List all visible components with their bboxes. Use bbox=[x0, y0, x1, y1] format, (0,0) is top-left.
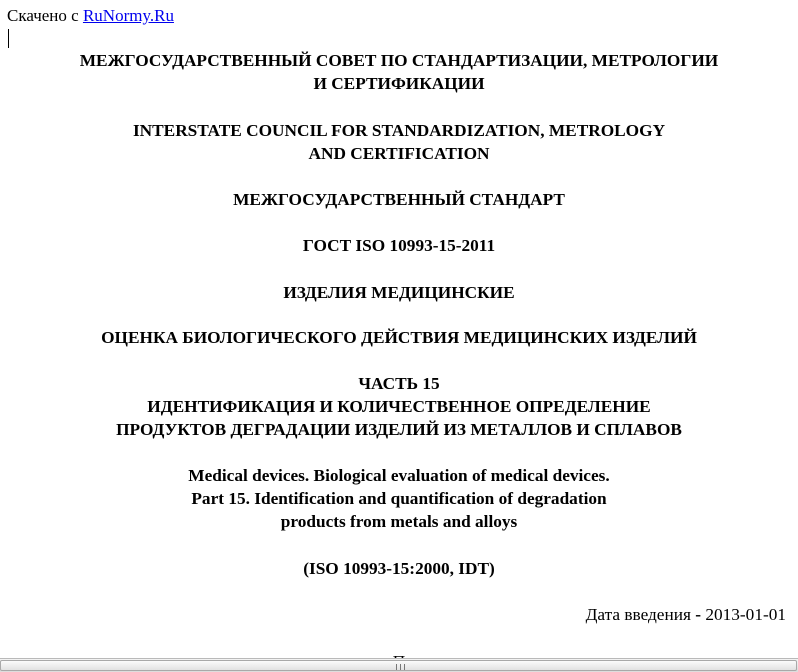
council-ru-line-2: И СЕРТИФИКАЦИИ bbox=[313, 74, 485, 93]
title-en-line-2: Part 15. Identification and quantification of degradation bbox=[191, 489, 607, 508]
source-line bbox=[7, 5, 174, 27]
introduction-date-dash: - bbox=[695, 605, 702, 624]
standard-designation: ГОСТ ISO 10993-15-2011 bbox=[302, 236, 496, 255]
title-en-line-1: Medical devices. Biological evaluation of medical devices. bbox=[188, 466, 610, 485]
council-en-line-2: AND CERTIFICATION bbox=[308, 144, 490, 163]
title-main-ru: ОЦЕНКА БИОЛОГИЧЕСКОГО ДЕЙСТВИЯ МЕДИЦИНСКИХ ИЗДЕЛИЙ bbox=[101, 328, 697, 347]
source-link[interactable]: RuNormy.Ru bbox=[82, 6, 174, 25]
introduction-date-label: Дата введения bbox=[585, 605, 691, 624]
council-ru-line-1: МЕЖГОСУДАРСТВЕННЫЙ СОВЕТ ПО СТАНДАРТИЗАЦИИ, МЕТРОЛОГИИ bbox=[79, 51, 719, 70]
standard-type-heading: МЕЖГОСУДАРСТВЕННЫЙ СТАНДАРТ bbox=[233, 190, 565, 209]
title-part-ru-line-3: ПРОДУКТОВ ДЕГРАДАЦИИ ИЗДЕЛИЙ ИЗ МЕТАЛЛОВ И СПЛАВОВ bbox=[116, 420, 682, 439]
text-cursor bbox=[8, 29, 9, 48]
title-group-ru: ИЗДЕЛИЯ МЕДИЦИНСКИЕ bbox=[283, 283, 515, 302]
introduction-date bbox=[586, 603, 786, 626]
title-en-line-3: products from metals and alloys bbox=[280, 512, 518, 531]
council-en-heading bbox=[0, 119, 798, 165]
title-part-ru-line-1: ЧАСТЬ 15 bbox=[358, 374, 440, 393]
horizontal-scrollbar[interactable] bbox=[0, 658, 798, 672]
title-part-ru-line-2: ИДЕНТИФИКАЦИЯ И КОЛИЧЕСТВЕННОЕ ОПРЕДЕЛЕНИЕ bbox=[147, 397, 651, 416]
source-prefix: Скачено с bbox=[7, 6, 79, 25]
scrollbar-thumb[interactable] bbox=[0, 660, 797, 671]
council-ru-heading bbox=[0, 49, 798, 95]
council-en-line-1: INTERSTATE COUNCIL FOR STANDARDIZATION, METROLOGY bbox=[132, 121, 666, 140]
iso-reference: (ISO 10993-15:2000, IDT) bbox=[303, 559, 495, 578]
title-en bbox=[0, 464, 798, 533]
introduction-date-value: 2013-01-01 bbox=[705, 605, 786, 624]
title-part-ru bbox=[0, 372, 798, 441]
scrollbar-grip-icon bbox=[396, 664, 405, 670]
